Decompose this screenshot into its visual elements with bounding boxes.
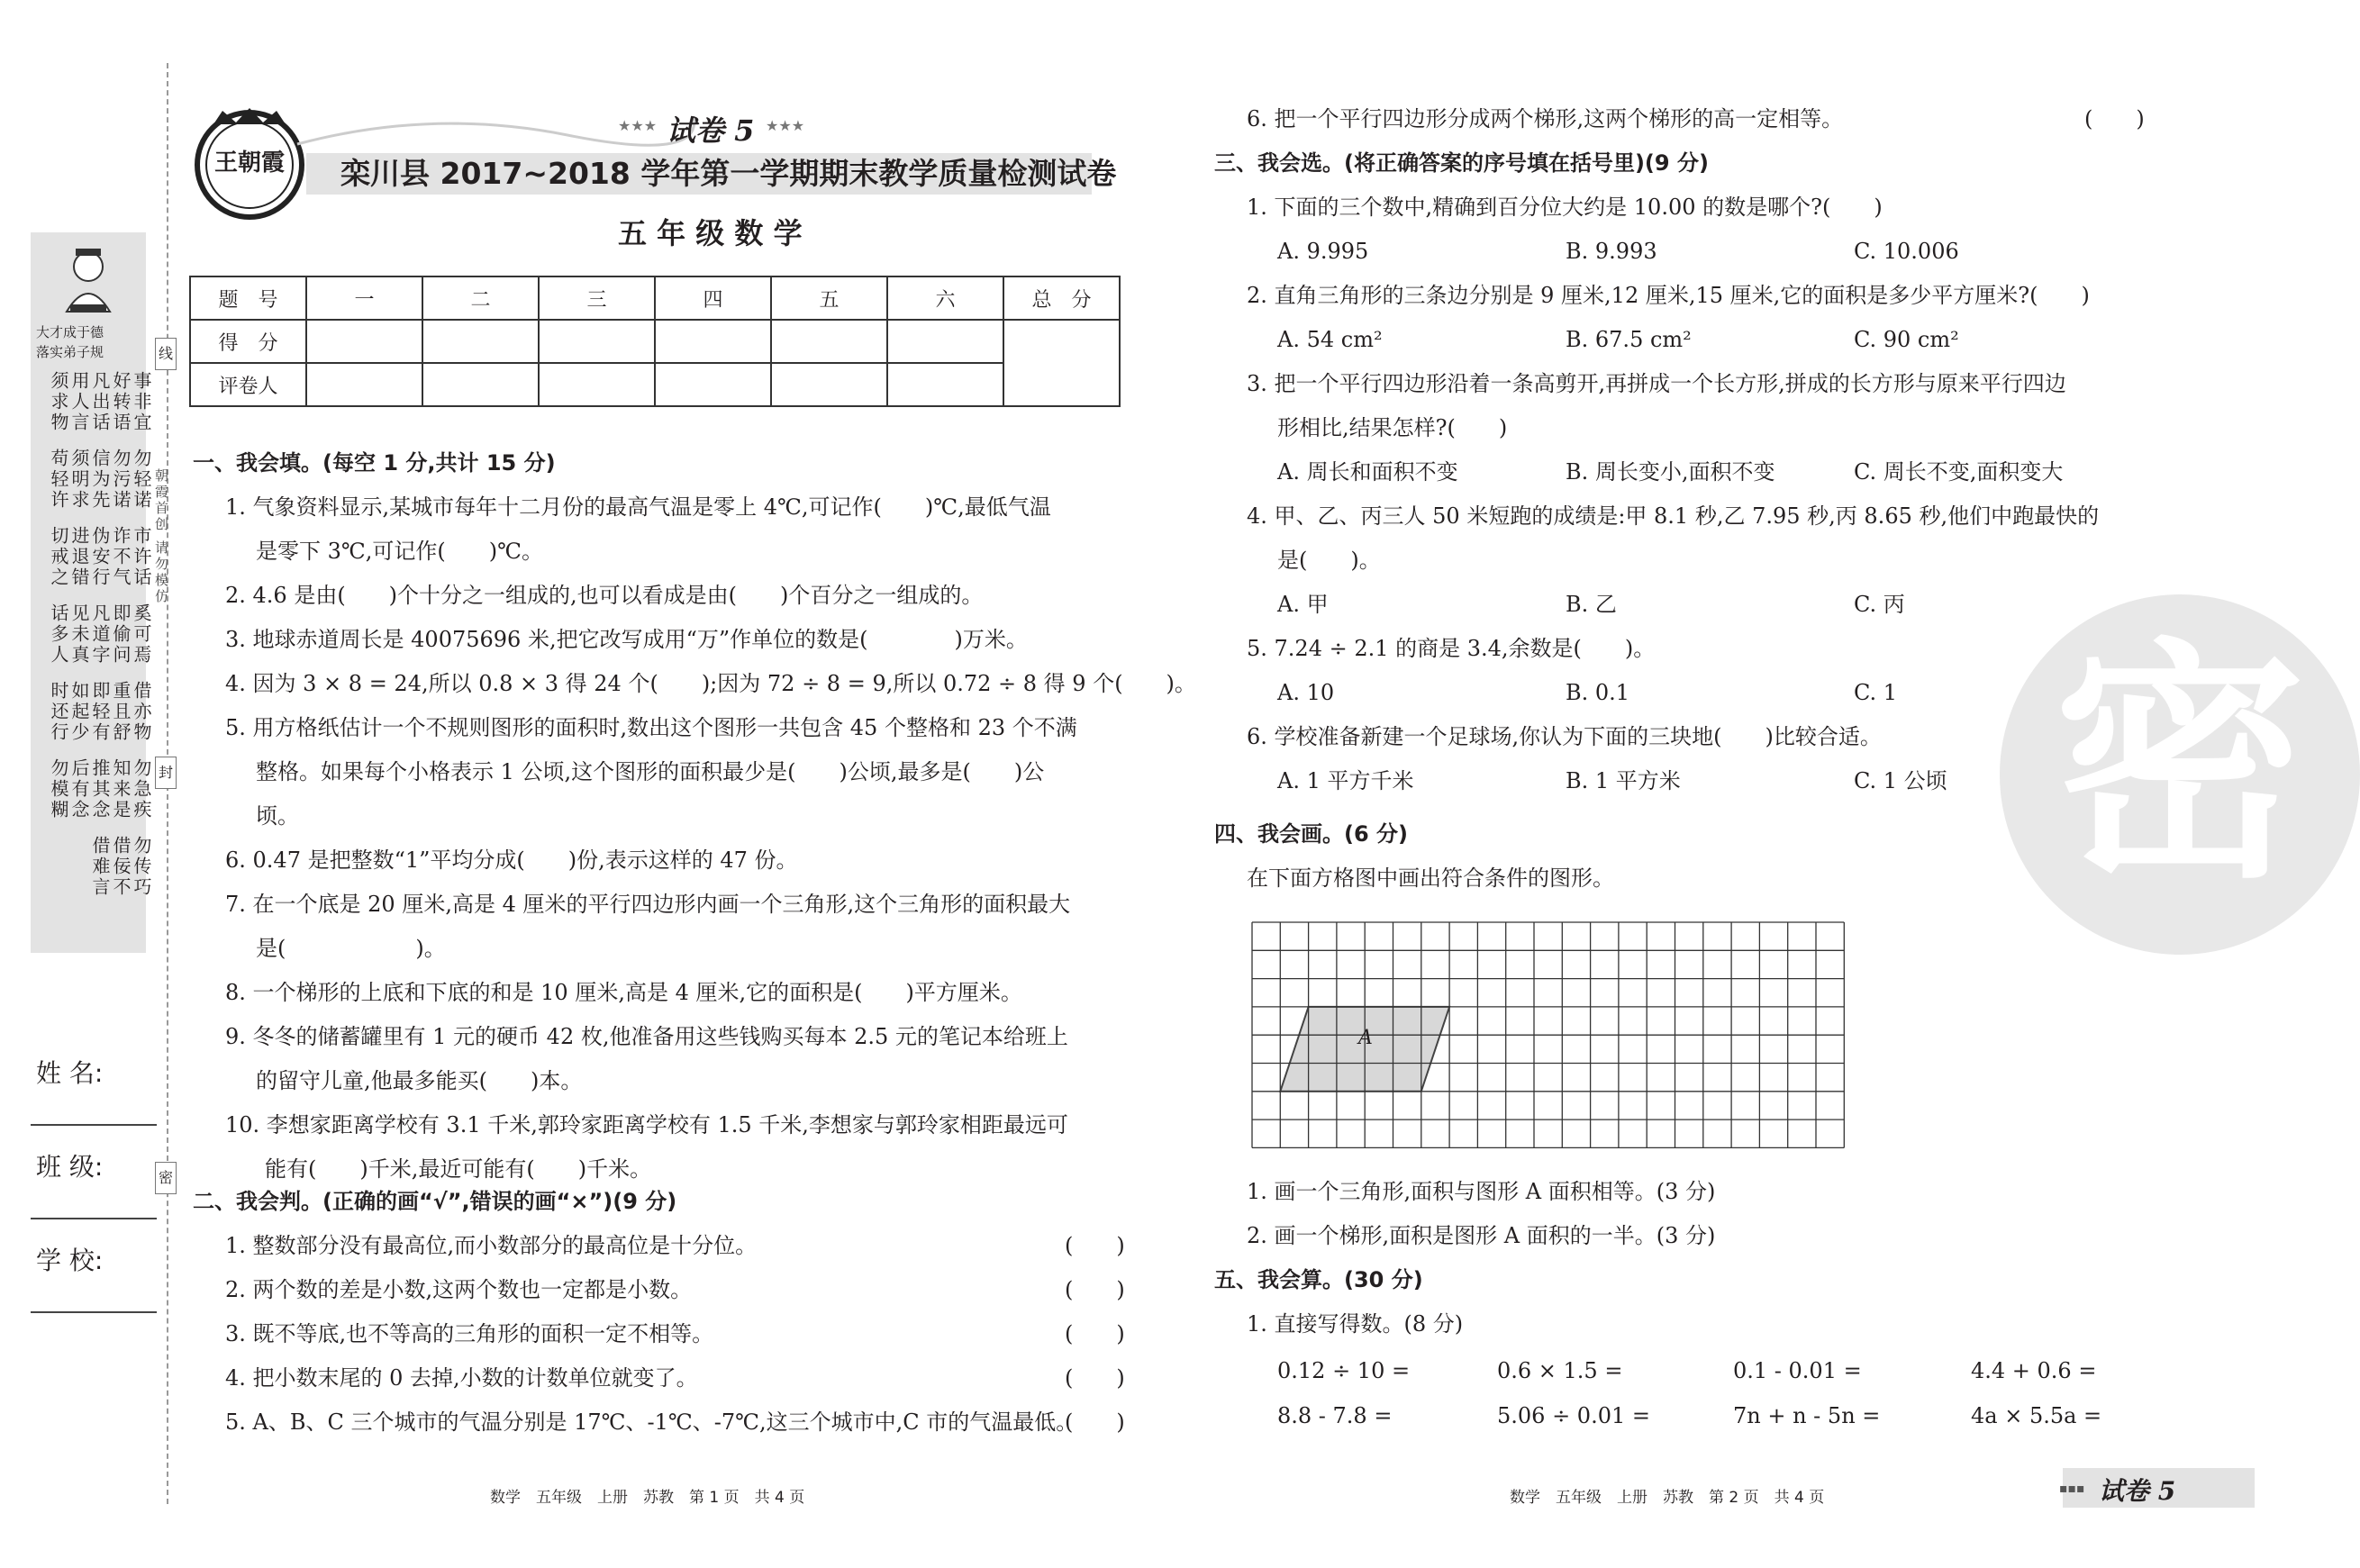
s1-line: 顷。 [256, 803, 299, 829]
motto-column: 时还行 [48, 681, 69, 743]
motto-column: 须明求 [68, 449, 90, 511]
grader-cell[interactable] [771, 363, 887, 406]
footer-right: 数学 五年级 上册 苏教 第 2 页 共 4 页 [1510, 1489, 1825, 1507]
table-col-3: 三 [539, 276, 655, 320]
s1-line: 是零下 3℃,可记作( )℃。 [256, 539, 543, 564]
motto-column: 须求物 [48, 371, 69, 433]
s3-option[interactable]: C. 周长不变,面积变大 [1854, 459, 2064, 485]
motto-top-1: 大才成于德 [36, 324, 104, 340]
motto-column: 话多人 [48, 603, 69, 666]
motto-column: 借佞不 [110, 836, 132, 898]
s1-line: 1. 气象资料显示,某城市每年十二月份的最高气温是零上 4℃,可记作( )℃,最低气温 [225, 494, 1051, 520]
s3-option[interactable]: A. 周长和面积不变 [1277, 459, 1458, 485]
s3-question-line: 2. 直角三角形的三条边分别是 9 厘米,12 厘米,15 厘米,它的面积是多少平方厘米?( ) [1247, 283, 2090, 308]
s3-question-line: 是( )。 [1277, 548, 1381, 573]
s3-option[interactable]: C. 90 cm² [1854, 327, 1959, 352]
school-line[interactable] [31, 1311, 157, 1313]
s3-option[interactable]: B. 0.1 [1566, 680, 1630, 705]
s1-line: 6. 0.47 是把整数“1”平均分成( )份,表示这样的 47 份。 [225, 847, 798, 873]
calc-8: 4a × 5.5a = [1971, 1403, 2102, 1428]
grader-cell[interactable] [306, 363, 422, 406]
s1-line: 10. 李想家距离学校有 3.1 千米,郭玲家距离学校有 1.5 千米,李想家与郭玲家相距最远可 [225, 1112, 1068, 1137]
score-cell[interactable] [887, 320, 1003, 363]
class-label: 班 级: [36, 1152, 104, 1182]
s1-line: 4. 因为 3 × 8 = 24,所以 0.8 × 3 得 24 个( );因为 72 ÷ 8 = 9,所以 0.72 ÷ 8 得 9 个( )。 [225, 671, 1196, 696]
score-row [190, 320, 1120, 363]
table-col-5: 五 [771, 276, 887, 320]
motto-column: 借亦物 [131, 681, 152, 743]
s3-option[interactable]: B. 周长变小,面积不变 [1566, 459, 1775, 485]
s1-line: 8. 一个梯形的上底和下底的和是 10 厘米,高是 4 厘米,它的面积是( )平方厘米。 [225, 980, 1022, 1005]
motto-column: 市许话 [131, 526, 152, 588]
s2-answer-1[interactable]: ( ) [1065, 1233, 1125, 1258]
motto-column: 见未真 [68, 603, 90, 666]
motto-column: 后有念 [68, 758, 90, 820]
motto-column: 借难言 [89, 836, 111, 898]
series-star-right-icon: ★★★ [766, 117, 805, 134]
s3-question-line: 1. 下面的三个数中,精确到百分位大约是 10.00 的数是哪个?( ) [1247, 195, 1883, 220]
motto-column: 凡出话 [89, 371, 111, 433]
s4-item-2: 2. 画一个梯形,面积是图形 A 面积的一半。(3 分) [1247, 1223, 1716, 1248]
section4-heading: 四、我会画。(6 分) [1214, 821, 1408, 847]
table-label-question: 题 号 [190, 276, 306, 320]
s3-question-line: 5. 7.24 ÷ 2.1 的商是 3.4,余数是( )。 [1247, 636, 1656, 661]
s1-line: 9. 冬冬的储蓄罐里有 1 元的硬币 42 枚,他准备用这些钱购买每本 2.5 元的笔记本给班上 [225, 1024, 1068, 1049]
s3-option[interactable]: A. 10 [1277, 680, 1335, 705]
secret-watermark: 密 [2000, 594, 2360, 955]
s4-item-1: 1. 画一个三角形,面积与图形 A 面积相等。(3 分) [1247, 1179, 1716, 1204]
s2-item-2: 2. 两个数的差是小数,这两个数也一定都是小数。 [225, 1277, 693, 1302]
s1-line: 能有( )千米,最近可能有( )千米。 [265, 1156, 652, 1182]
table-label-grader: 评卷人 [190, 363, 306, 406]
series-label: 试卷 5 [667, 113, 755, 148]
s3-option[interactable]: C. 10.006 [1854, 239, 1959, 264]
table-col-4: 四 [655, 276, 771, 320]
s1-line: 2. 4.6 是由( )个十分之一组成的,也可以看成是由( )个百分之一组成的。 [225, 583, 984, 608]
s2-item-4: 4. 把小数末尾的 0 去掉,小数的计数单位就变了。 [225, 1365, 698, 1391]
motto-column: 苟轻许 [48, 449, 69, 511]
motto-column: 诈不气 [110, 526, 132, 588]
s2-answer-2[interactable]: ( ) [1065, 1277, 1125, 1302]
motto-column: 用人言 [68, 371, 90, 433]
calc-5: 8.8 - 7.8 = [1277, 1403, 1393, 1428]
calc-7: 7n + n - 5n = [1733, 1403, 1881, 1428]
motto-column: 推其念 [89, 758, 111, 820]
table-col-6: 六 [887, 276, 1003, 320]
subject-title: 五 年 级 数 学 [618, 216, 803, 250]
fold-mark-secret: 密 [155, 1162, 177, 1194]
s1-line: 5. 用方格纸估计一个不规则图形的面积时,数出这个图形一共包含 45 个整格和 23 个不满 [225, 715, 1077, 740]
motto-column: 信为先 [89, 449, 111, 511]
s3-option[interactable]: C. 1 [1854, 680, 1898, 705]
motto-column: 伪安行 [89, 526, 111, 588]
grader-cell[interactable] [887, 363, 1003, 406]
motto-column: 即轻有 [89, 681, 111, 743]
s3-option[interactable]: B. 1 平方米 [1566, 768, 1681, 793]
motto-column: 勿模糊 [48, 758, 69, 820]
footer-left: 数学 五年级 上册 苏教 第 1 页 共 4 页 [490, 1489, 805, 1507]
section5-sub: 1. 直接写得数。(8 分) [1247, 1311, 1464, 1337]
calc-6: 5.06 ÷ 0.01 = [1497, 1403, 1650, 1428]
s2-answer-3[interactable]: ( ) [1065, 1321, 1125, 1346]
s3-option[interactable]: A. 54 cm² [1277, 327, 1383, 352]
s3-option[interactable]: B. 9.993 [1566, 239, 1657, 264]
s3-question-line: 形相比,结果怎样?( ) [1277, 415, 1508, 440]
s2-item-3: 3. 既不等底,也不等高的三角形的面积一定不相等。 [225, 1321, 714, 1346]
section4-intro: 在下面方格图中画出符合条件的图形。 [1247, 866, 1614, 891]
motto-column: 勿污诺 [110, 449, 132, 511]
name-label: 姓 名: [36, 1058, 104, 1088]
score-cell[interactable] [306, 320, 422, 363]
motto-column: 奚可焉 [131, 603, 152, 666]
s2-answer-5[interactable]: ( ) [1065, 1409, 1125, 1435]
fold-mark-copyright: 朝霞首创 请勿模仿 [153, 468, 169, 605]
table-col-total: 总 分 [1003, 276, 1120, 320]
series-star-left-icon: ★★★ [618, 117, 658, 134]
logo-text: 王朝霞 [214, 150, 286, 177]
s3-question-line: 6. 学校准备新建一个足球场,你认为下面的三块地( )比较合适。 [1247, 724, 1882, 749]
s3-option[interactable]: A. 甲 [1277, 592, 1329, 617]
motto-column: 好转语 [110, 371, 132, 433]
motto-column: 切戒之 [48, 526, 69, 588]
s3-option[interactable]: B. 乙 [1566, 592, 1617, 617]
footer-badge: 试卷 5 [2099, 1476, 2176, 1506]
calc-2: 0.6 × 1.5 = [1497, 1358, 1623, 1383]
score-cell[interactable] [539, 320, 655, 363]
s1-line: 3. 地球赤道周长是 40075696 米,把它改写成用“万”作单位的数是( )万米。 [225, 627, 1028, 652]
s2-item-6: 6. 把一个平行四边形分成两个梯形,这两个梯形的高一定相等。 [1247, 106, 1844, 131]
table-col-1: 一 [306, 276, 422, 320]
scholar-illustration-icon [31, 240, 146, 321]
s3-option[interactable]: A. 9.995 [1277, 239, 1369, 264]
table-label-score: 得 分 [190, 320, 306, 363]
score-table [189, 276, 1121, 407]
fold-mark-line: 线 [155, 338, 177, 370]
score-cell[interactable] [655, 320, 771, 363]
s1-line: 是( )。 [256, 936, 446, 961]
shape-a-label: A [1358, 1027, 1373, 1049]
s1-line: 的留守儿童,他最多能买( )本。 [256, 1068, 583, 1093]
s3-option[interactable]: C. 1 公顷 [1854, 768, 1947, 793]
s2-answer-4[interactable]: ( ) [1065, 1365, 1125, 1391]
motto-column: 勿轻诺 [131, 449, 152, 511]
s1-line: 整格。如果每个小格表示 1 公顷,这个图形的面积最少是( )公顷,最多是( )公 [256, 759, 1045, 784]
section5-heading: 五、我会算。(30 分) [1214, 1267, 1423, 1292]
motto-column: 凡道字 [89, 603, 111, 666]
table-col-2: 二 [422, 276, 539, 320]
badge-dots-icon: ▪▪▪ [2059, 1482, 2085, 1496]
calc-1: 0.12 ÷ 10 = [1277, 1358, 1411, 1383]
motto-column: 勿传巧 [131, 836, 152, 898]
calc-3: 0.1 - 0.01 = [1733, 1358, 1862, 1383]
s3-option[interactable]: B. 67.5 cm² [1566, 327, 1692, 352]
score-cell[interactable] [422, 320, 539, 363]
motto-column: 即偷问 [110, 603, 132, 666]
name-line[interactable] [31, 1124, 157, 1126]
grader-cell[interactable] [422, 363, 539, 406]
s3-question-line: 3. 把一个平行四边形沿着一条高剪开,再拼成一个长方形,拼成的长方形与原来平行四边 [1247, 371, 2066, 396]
motto-column: 事非宜 [131, 371, 152, 433]
score-cell[interactable] [771, 320, 887, 363]
motto-column: 知来是 [110, 758, 132, 820]
school-label: 学 校: [36, 1246, 104, 1275]
s3-option[interactable]: C. 丙 [1854, 592, 1905, 617]
motto-column: 如起少 [68, 681, 90, 743]
calc-4: 4.4 + 0.6 = [1971, 1358, 2097, 1383]
grader-row [190, 363, 1120, 406]
exam-title: 栾川县 2017~2018 学年第一学期期末教学质量检测试卷 [340, 156, 1117, 191]
motto-column: 重且舒 [110, 681, 132, 743]
grader-cell[interactable] [655, 363, 771, 406]
motto-column: 勿急疾 [131, 758, 152, 820]
motto-top-2: 落实弟子规 [36, 344, 104, 360]
s2-answer-6[interactable]: ( ) [2084, 106, 2145, 131]
section3-heading: 三、我会选。(将正确答案的序号填在括号里)(9 分) [1214, 150, 1709, 176]
motto-strip [31, 232, 152, 953]
section1-heading: 一、我会填。(每空 1 分,共计 15 分) [193, 450, 556, 476]
fold-mark-seal: 封 [155, 757, 177, 789]
s1-line: 7. 在一个底是 20 厘米,高是 4 厘米的平行四边形内画一个三角形,这个三角形的面积最大 [225, 892, 1071, 917]
total-score-cell[interactable] [1003, 320, 1120, 406]
s2-item-5: 5. A、B、C 三个城市的气温分别是 17℃、-1℃、-7℃,这三个城市中,C 市的气温最低。 [225, 1409, 1078, 1435]
score-header-row [190, 276, 1120, 320]
section2-heading: 二、我会判。(正确的画“√”,错误的画“×”)(9 分) [193, 1189, 677, 1214]
class-line[interactable] [31, 1218, 157, 1219]
drawing-grid[interactable] [1252, 922, 1862, 1165]
motto-column: 进退错 [68, 526, 90, 588]
s3-question-line: 4. 甲、乙、丙三人 50 米短跑的成绩是:甲 8.1 秒,乙 7.95 秒,丙 8.65 秒,他们中跑最快的 [1247, 503, 2100, 529]
grader-cell[interactable] [539, 363, 655, 406]
s2-item-1: 1. 整数部分没有最高位,而小数部分的最高位是十分位。 [225, 1233, 758, 1258]
s3-option[interactable]: A. 1 平方千米 [1277, 768, 1414, 793]
